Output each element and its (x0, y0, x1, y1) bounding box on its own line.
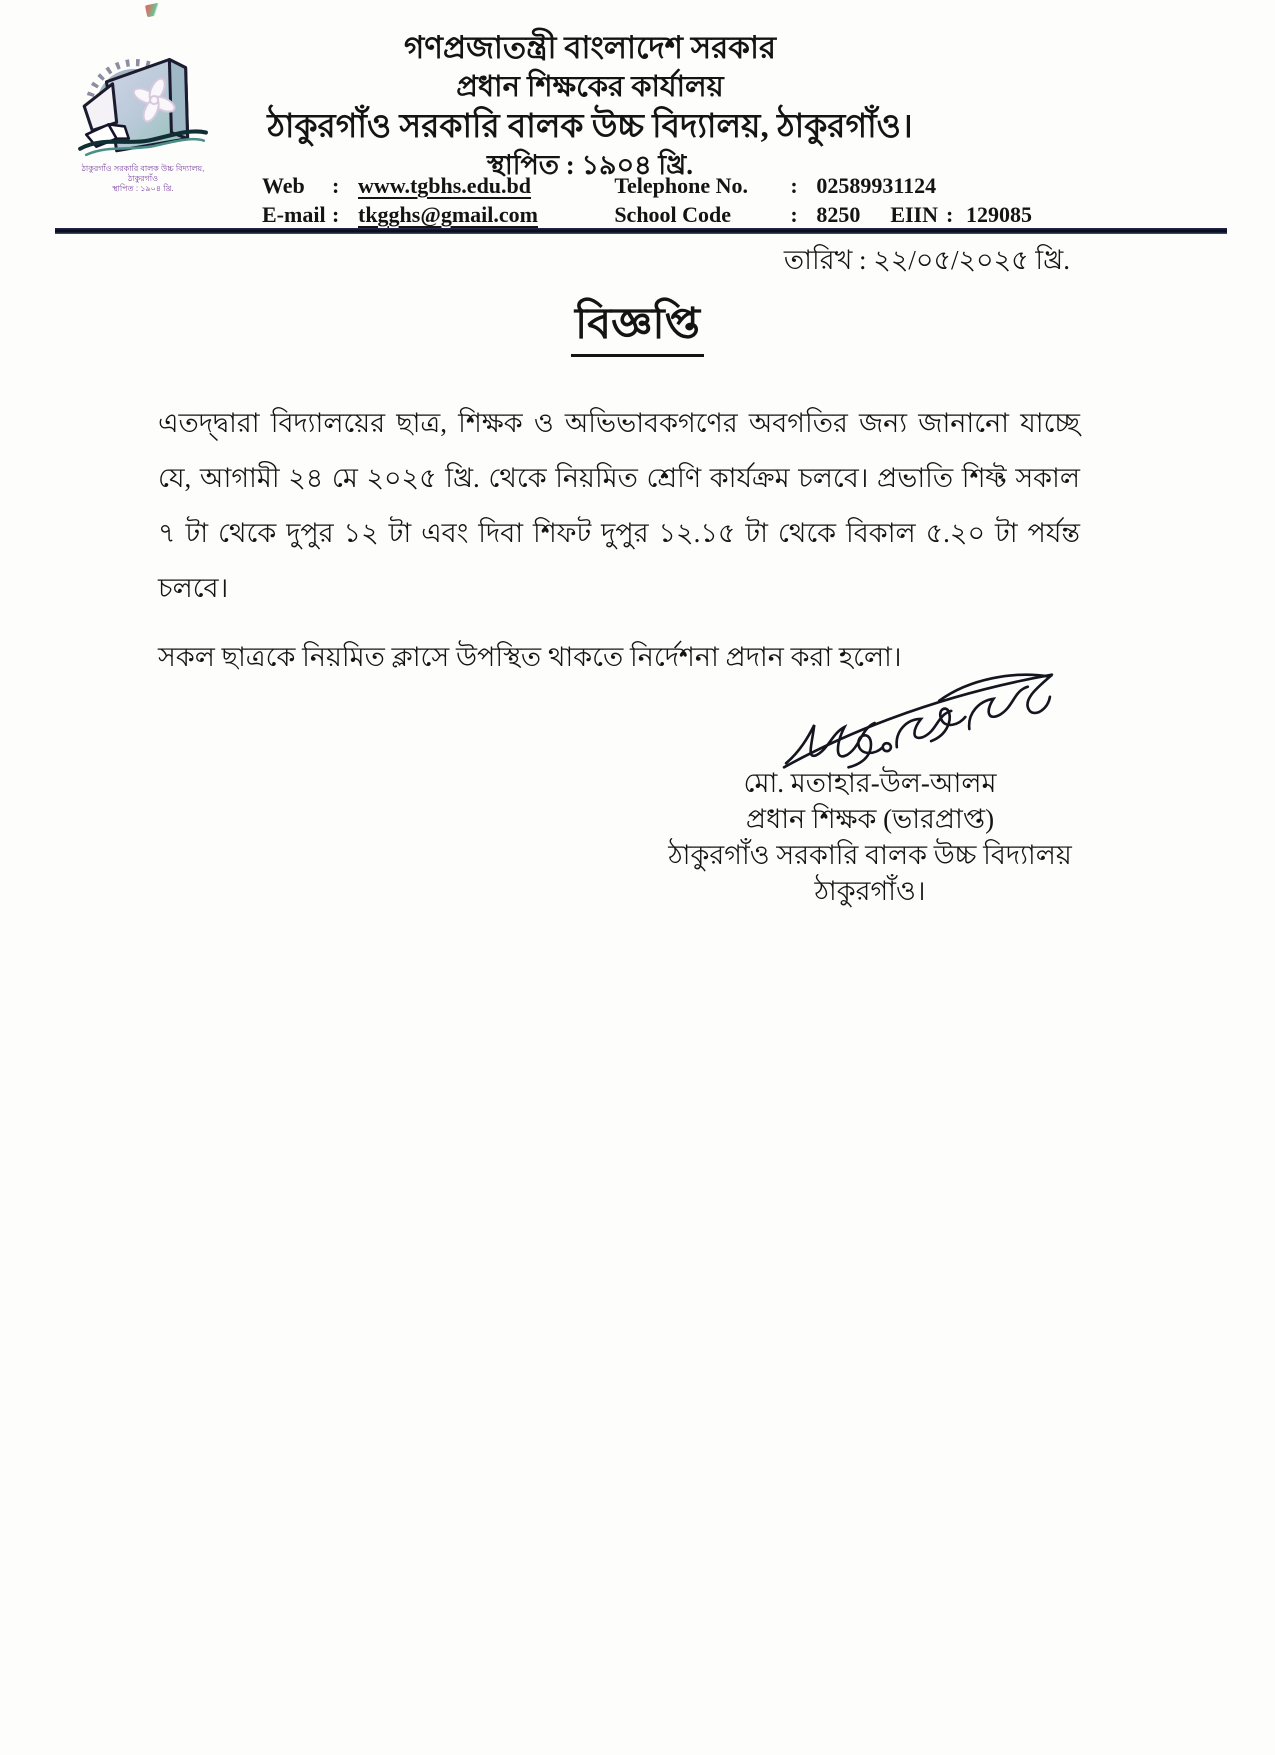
logo-caption-line2: স্থাপিত : ১৯০৪ খ্রি. (112, 184, 174, 193)
signatory-location: ঠাকুরগাঁও। (814, 876, 926, 906)
web-label: Web (262, 173, 305, 198)
body-paragraph-2: সকল ছাত্রকে নিয়মিত ক্লাসে উপস্থিত থাকতে নির্দেশনা প্রদান করা হলো। (158, 642, 902, 672)
established-line: স্থাপিত : ১৯০৪ খ্রি. (487, 150, 693, 180)
contact-left-column (262, 171, 564, 229)
eiin-label: EIIN (890, 202, 938, 227)
website-url: www.tgbhs.edu.bd (358, 173, 532, 198)
government-line: গণপ্রজাতন্ত্রী বাংলাদেশ সরকার (403, 30, 777, 65)
signatory-institution: ঠাকুরগাঁও সরকারি বালক উচ্চ বিদ্যালয় (668, 840, 1072, 870)
school-code-colon: : (790, 202, 798, 227)
date-line: তারিখ : ২২/০৫/২০২৫ খ্রি. (783, 245, 1070, 275)
email-row (262, 200, 564, 229)
title-wrap (0, 297, 1275, 357)
telephone-label: Telephone No. (614, 173, 748, 198)
school-code-row (614, 200, 1032, 229)
contact-block (262, 171, 1032, 229)
school-code-label: School Code (614, 202, 732, 227)
contact-right-column (564, 171, 1032, 229)
telephone-colon: : (790, 173, 798, 198)
divider-rule (55, 228, 1227, 234)
signatory-designation: প্রধান শিক্ষক (ভারপ্রাপ্ত) (745, 804, 995, 834)
school-code-value: 8250 (816, 202, 861, 227)
scan-artifact (145, 3, 161, 18)
office-line: প্রধান শিক্ষকের কার্যালয় (456, 71, 724, 103)
eiin-colon: : (946, 202, 954, 227)
email-colon: : (332, 202, 340, 227)
school-name-line: ঠাকুরগাঁও সরকারি বালক উচ্চ বিদ্যালয়, ঠাকুরগাঁও। (267, 109, 913, 145)
notice-title: বিজ্ঞপ্তি (571, 297, 704, 357)
web-row (262, 171, 564, 200)
telephone-row (614, 171, 1032, 200)
body-paragraph-1: এতদ্দ্বারা বিদ্যালয়ের ছাত্র, শিক্ষক ও অভিভাবকগণের অবগতির জন্য জানানো যাচ্ছে যে, আগামী ২৪ মে ২০২৫ খ্রি. থেকে নিয়মিত শ্রেণি কার্যক্রম চলবে। প্রভাতি শিফ্ট সকাল ৭ টা থেকে দুপুর ১২ টা এবং দিবা শিফট দুপুর ১২.১৫ টা থেকে বিকাল ৫.২০ টা পর্যন্ত চলবে। (158, 408, 1080, 603)
signatory-name: মো. মতাহার-উল-আলম (743, 768, 997, 798)
web-colon: : (332, 173, 340, 198)
eiin-group (890, 200, 1032, 229)
email-address: tkgghs@gmail.com (358, 202, 538, 227)
email-label: E-mail (262, 202, 326, 227)
telephone-number: 02589931124 (816, 173, 937, 198)
signature-scribble (778, 666, 1060, 780)
signature-block (630, 765, 1110, 909)
letterhead (170, 28, 1010, 183)
eiin-value: 129085 (966, 202, 1032, 227)
logo-caption-line1: ঠাকুরগাঁও সরকারি বালক উচ্চ বিদ্যালয়, ঠাকুরগাঁও (81, 164, 205, 183)
